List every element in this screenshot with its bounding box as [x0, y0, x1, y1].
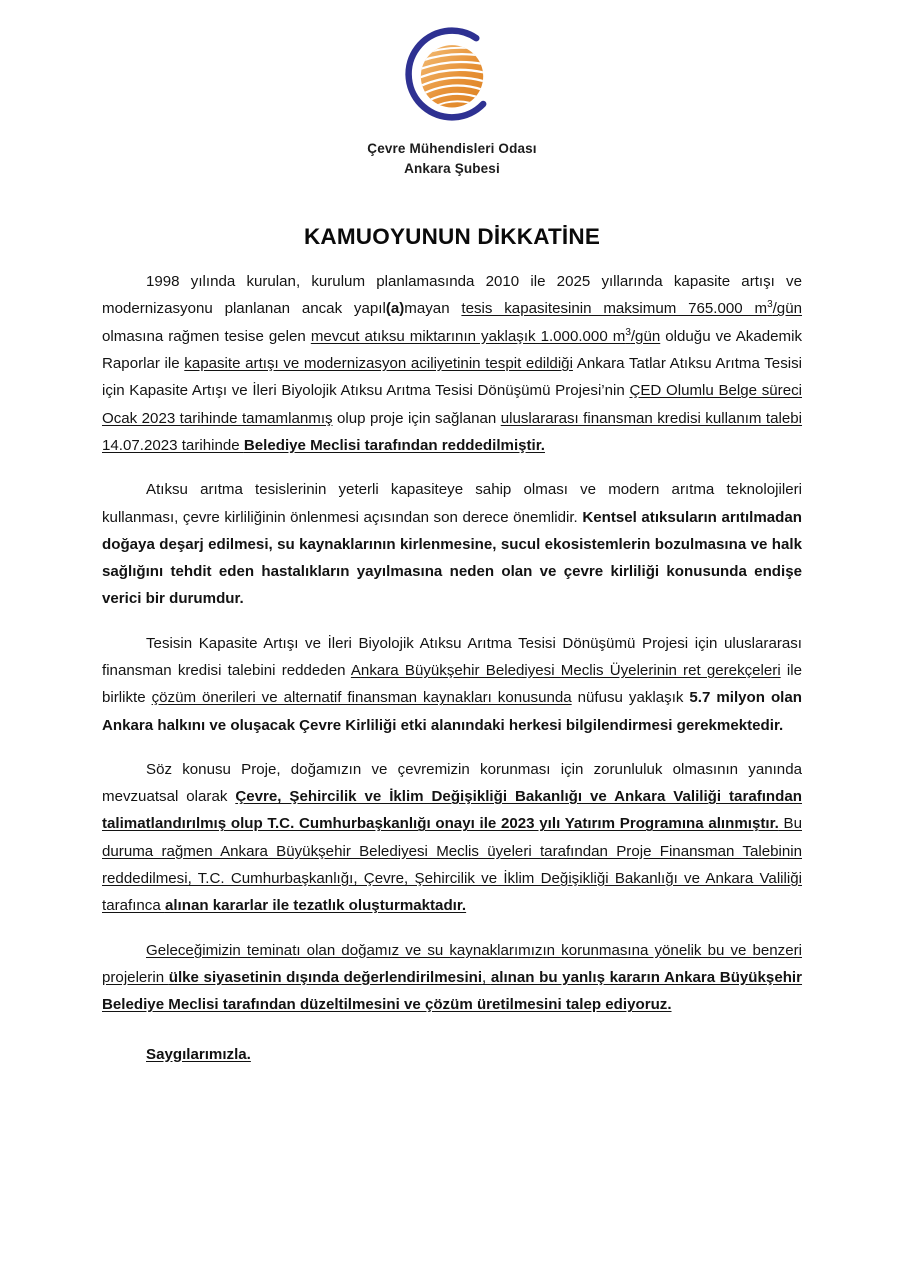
- globe-logo-icon: [400, 26, 504, 130]
- p3-seg4-underline: çözüm önerileri ve alternatif finansman kaynakları konusunda: [151, 689, 572, 707]
- p1-seg6b: /gün: [630, 327, 661, 345]
- p1-seg4b: /gün: [772, 300, 802, 318]
- paragraph-1: [102, 268, 802, 459]
- p5-seg3-underline: ,: [482, 968, 491, 986]
- p1-seg2-bold: (a): [385, 300, 405, 318]
- signature-line: [102, 1041, 802, 1068]
- p1-seg4-superscript: 3: [767, 299, 773, 311]
- p2-seg1: Atıksu arıtma tesislerinin yeterli kapasiteye sahip olması ve modern arıtma teknolojileri kullanması, çevre kirliliğinin önlenmesi açısından son derece önemlidir.: [102, 481, 802, 526]
- p4-seg1: Söz konusu Proje, doğamızın ve çevremizin korunması için zorunluluk olmasının yanında mevzuatsal olarak: [102, 760, 802, 806]
- p3-seg5: nüfusu yaklaşık: [571, 689, 690, 707]
- page-title: KAMUOYUNUN DİKKATİNE: [303, 224, 601, 250]
- p3-seg6-bold: 5.7 milyon olan Ankara halkını ve oluşacak Çevre Kirliliği etki alanındaki herkesi bilgilendirmesi gerekmektedir.: [102, 689, 802, 734]
- letterhead: [0, 0, 904, 178]
- signature-text: Saygılarımızla.: [146, 1045, 251, 1063]
- organization-name-line2: Ankara Şubesi: [404, 160, 500, 176]
- p1-seg6-underline: [311, 328, 660, 345]
- document-body: [102, 250, 802, 1068]
- p5-seg2-bold-underline: ülke siyasetinin dışında değerlendirilmesini: [168, 968, 483, 986]
- p1-seg13-bold-underline: Belediye Meclisi tarafından reddedilmiştir.: [243, 436, 545, 454]
- p1-seg6a: mevcut atıksu miktarının yaklaşık 1.000.000 m: [310, 327, 626, 345]
- p1-seg3: mayan: [404, 300, 462, 318]
- p3-seg1: Tesisin Kapasite Artışı ve İleri Biyolojik Atıksu Arıtma Tesisi Dönüşümü Projesi için uluslararası finansman kredisi talebini reddeden: [102, 634, 802, 679]
- p1-seg10-underline: ÇED Olumlu Belge süreci Ocak 2023 tarihinde tamamlanmış: [102, 382, 802, 427]
- p1-seg11: olup proje için sağlanan: [332, 409, 501, 427]
- paragraph-3: [102, 630, 802, 739]
- p1-seg4a: tesis kapasitesinin maksimum 765.000 m: [461, 300, 768, 318]
- p1-seg1: 1998 yılında kurulan, kurulum planlamasında 2010 ile 2025 yıllarında kapasite artışı ve modernizasyonu planlanan ancak yapıl: [102, 273, 802, 318]
- paragraph-4: [102, 756, 802, 920]
- p4-seg3-underline: Bu duruma rağmen Ankara Büyükşehir Belediyesi Meclis üyeleri tarafından Proje Finansman Talebinin reddedilmesi, T.C. Cumhurbaşkanlığı, Çevre, Şehircilik ve İklim Değişikliği Bakanlığı ve Ankara Valiliği tarafınca: [102, 815, 802, 915]
- paragraph-2: [102, 476, 802, 612]
- p3-seg3: ile birlikte: [102, 661, 802, 707]
- p5-seg1-underline: Geleceğimizin teminatı olan doğamız ve su kaynaklarımızın korunmasına yönelik bu ve benzeri projelerin: [102, 941, 802, 986]
- p5-seg4-bold-underline: alınan bu yanlış kararın Ankara Büyükşehir Belediye Meclisi tarafından düzeltilmesini ve çözüm üretilmesini talep ediyoruz.: [102, 968, 803, 1014]
- organization-name-line1: Çevre Mühendisleri Odası: [367, 141, 537, 156]
- p1-seg12-underline: uluslararası finansman kredisi kullanım talebi 14.07.2023 tarihinde: [102, 409, 803, 454]
- p3-seg2-underline: Ankara Büyükşehir Belediyesi Meclis Üyelerinin ret gerekçeleri: [350, 661, 781, 679]
- p1-seg5: olmasına rağmen tesise gelen: [102, 327, 311, 345]
- organization-name: [367, 139, 536, 178]
- p1-seg6-superscript: 3: [625, 326, 631, 338]
- p4-seg2-bold-underline: Çevre, Şehircilik ve İklim Değişikliği Bakanlığı ve Ankara Valiliği tarafından talimatlandırılmış olup T.C. Cumhurbaşkanlığı onayı ile 2023 yılı Yatırım Programına alınmıştır.: [102, 788, 802, 833]
- p4-seg4-bold-underline: alınan kararlar ile tezatlık oluşturmaktadır.: [164, 897, 467, 915]
- p1-seg8-underline: kapasite artışı ve modernizasyon aciliyetinin tespit edildiği: [184, 355, 573, 373]
- p1-seg7: olduğu ve Akademik Raporlar ile: [102, 327, 802, 373]
- p1-seg4-underline: [461, 300, 802, 317]
- p1-seg9: Ankara Tatlar Atıksu Arıtma Tesisi için Kapasite Artışı ve İleri Biyolojik Atıksu Arıtma Tesisi Dönüşümü Projesi’nin: [102, 355, 802, 400]
- paragraph-5: [102, 937, 802, 1019]
- p2-seg2-bold: Kentsel atıksuların arıtılmadan doğaya deşarj edilmesi, su kaynaklarının kirlenmesine, sucul ekosistemlerin bozulmasına ve halk sağlığını tehdit eden hastalıkların yayılmasına neden olan ve çevre kirliliği konusunda endişe verici bir durumdur.: [102, 508, 802, 608]
